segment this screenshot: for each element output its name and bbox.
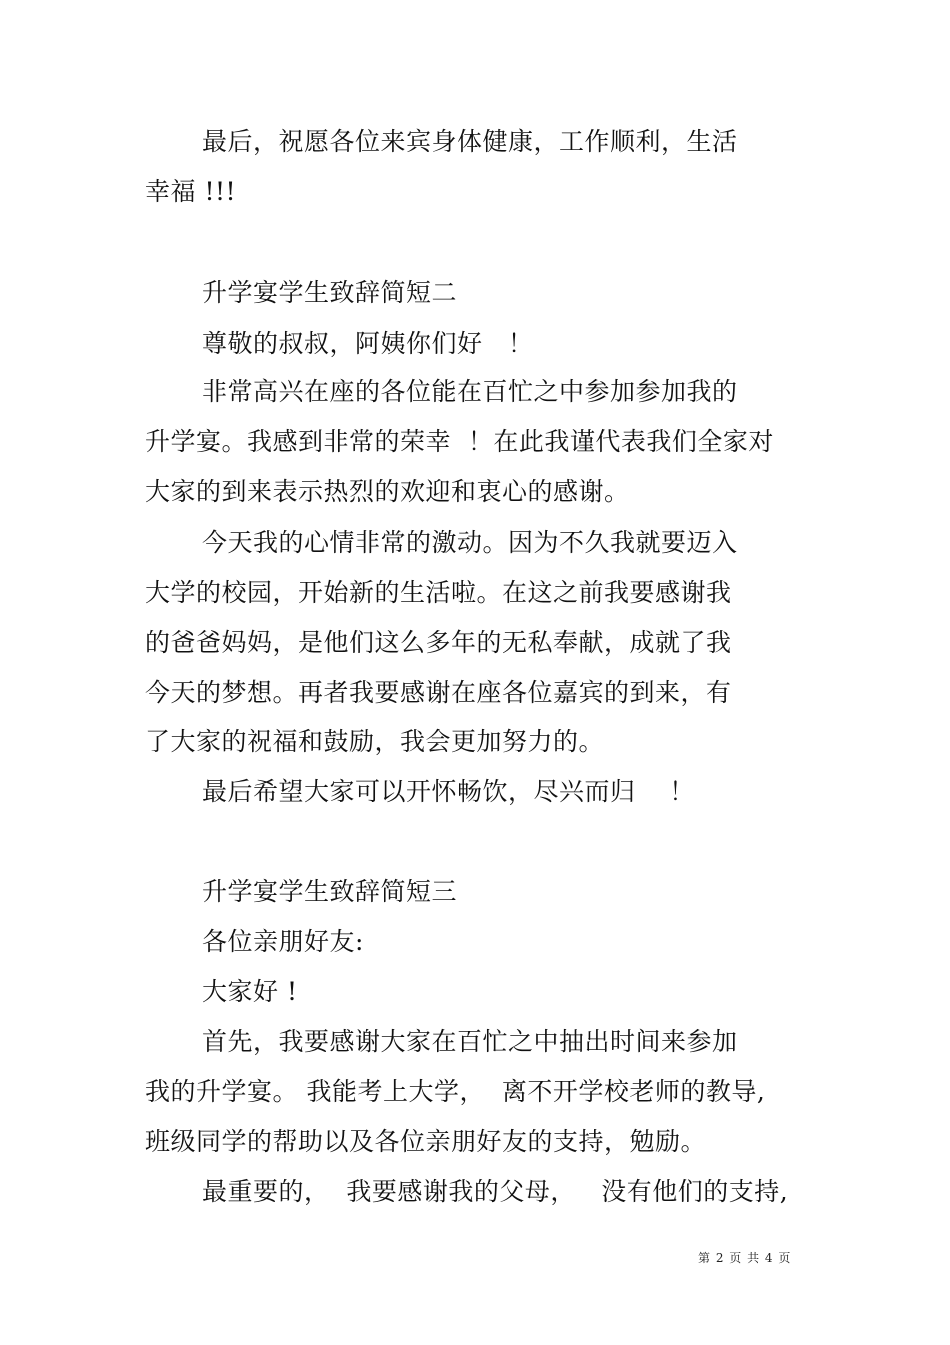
paragraph-line: 幸福 !!!	[145, 177, 237, 206]
paragraph-line: 的爸爸妈妈，是他们这么多年的无私奉献，成就了我	[145, 628, 732, 657]
section-heading: 升学宴学生致辞简短三	[202, 877, 458, 906]
paragraph-line: 最重要的， 我要感谢我的父母， 没有他们的支持,	[202, 1177, 789, 1206]
section-heading: 升学宴学生致辞简短二	[202, 278, 458, 307]
paragraph-line: 班级同学的帮助以及各位亲朋好友的支持，勉励。	[145, 1127, 707, 1156]
greeting-line: 大家好 !	[202, 977, 298, 1006]
paragraph-line: 我的升学宴。 我能考上大学， 离不开学校老师的教导,	[145, 1077, 766, 1106]
paragraph-line: 最后希望大家可以开怀畅饮，尽兴而归 ！	[202, 777, 695, 806]
page-number-footer: 第 2 页 共 4 页	[698, 1251, 792, 1265]
salutation: 各位亲朋好友:	[202, 927, 364, 956]
paragraph-line: 非常高兴在座的各位能在百忙之中参加参加我的	[202, 377, 738, 406]
paragraph-line: 了大家的祝福和鼓励，我会更加努力的。	[145, 727, 605, 756]
paragraph-line: 最后，祝愿各位来宾身体健康，工作顺利，生活	[202, 127, 738, 156]
salutation: 尊敬的叔叔，阿姨你们好 ！	[202, 329, 534, 358]
paragraph-line: 今天的梦想。再者我要感谢在座各位嘉宾的到来，有	[145, 678, 732, 707]
paragraph-line: 大学的校园，开始新的生活啦。在这之前我要感谢我	[145, 578, 732, 607]
paragraph-line: 今天我的心情非常的激动。因为不久我就要迈入	[202, 528, 738, 557]
paragraph-line: 首先，我要感谢大家在百忙之中抽出时间来参加	[202, 1027, 738, 1056]
paragraph-line: 大家的到来表示热烈的欢迎和衷心的感谢。	[145, 477, 630, 506]
paragraph-line: 升学宴。我感到非常的荣幸 ！在此我谨代表我们全家对	[145, 427, 774, 456]
